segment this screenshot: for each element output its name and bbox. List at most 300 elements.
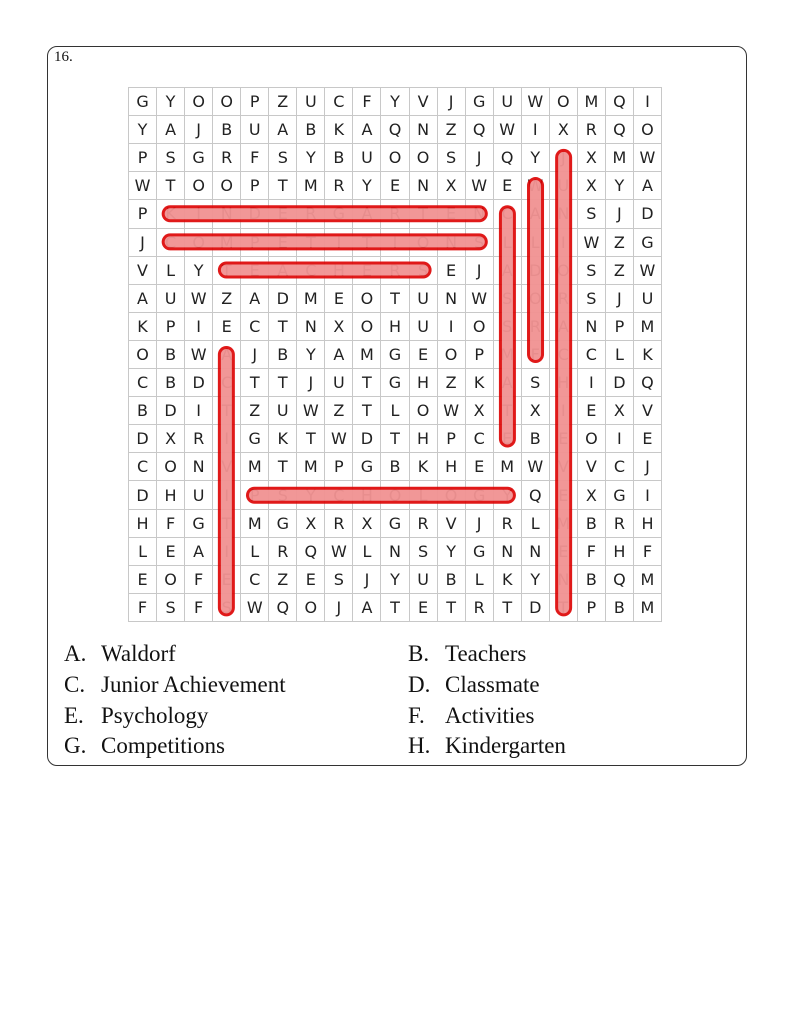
grid-cell: O [353, 285, 381, 313]
grid-cell: F [634, 538, 662, 566]
word-entry-h [408, 733, 758, 759]
grid-cell: E [550, 425, 578, 453]
grid-cell: V [550, 453, 578, 481]
grid-cell: S [157, 144, 185, 172]
grid-cell: W [634, 144, 662, 172]
grid-cell: H [381, 313, 409, 341]
grid-cell: S [410, 538, 438, 566]
grid-cell: M [297, 453, 325, 481]
grid-cell: T [269, 453, 297, 481]
grid-cell: X [297, 510, 325, 538]
grid-cell: L [410, 481, 438, 509]
grid-cell: U [297, 88, 325, 116]
grid-cell: X [578, 144, 606, 172]
grid-cell: O [438, 341, 466, 369]
grid-cell: Z [241, 397, 269, 425]
grid-cell: C [550, 341, 578, 369]
grid-cell: T [353, 397, 381, 425]
grid-cell: Q [297, 538, 325, 566]
grid-cell: A [634, 172, 662, 200]
grid-cell: M [353, 341, 381, 369]
grid-cell: Q [606, 116, 634, 144]
word-entry-c [64, 672, 414, 698]
grid-cell: H [606, 538, 634, 566]
grid-cell: D [353, 425, 381, 453]
grid-cell: Y [522, 144, 550, 172]
grid-cell: A [185, 538, 213, 566]
grid-cell: E [410, 594, 438, 622]
grid-cell: L [353, 538, 381, 566]
grid-cell: O [297, 594, 325, 622]
grid-cell: P [438, 425, 466, 453]
grid-cell: J [606, 200, 634, 228]
grid-cell: X [466, 397, 494, 425]
grid-cell: W [522, 172, 550, 200]
grid-cell: J [185, 116, 213, 144]
word-letter: G. [64, 733, 87, 758]
grid-cell: R [185, 425, 213, 453]
grid-cell: E [466, 453, 494, 481]
grid-cell: D [269, 285, 297, 313]
grid-cell: M [494, 341, 522, 369]
grid-cell: S [578, 257, 606, 285]
grid-cell: R [325, 510, 353, 538]
grid-cell: C [129, 453, 157, 481]
word-entry-f [408, 703, 758, 729]
grid-cell: A [241, 285, 269, 313]
grid-cell: O [353, 313, 381, 341]
grid-cell: S [578, 285, 606, 313]
grid-cell: P [129, 200, 157, 228]
grid-cell: P [466, 341, 494, 369]
grid-cell: N [522, 538, 550, 566]
grid-cell: A [522, 200, 550, 228]
grid-cell: W [325, 425, 353, 453]
grid-cell: S [325, 566, 353, 594]
grid-cell: A [550, 313, 578, 341]
grid-cell: O [213, 88, 241, 116]
grid-cell: V [634, 397, 662, 425]
grid-cell: M [241, 510, 269, 538]
grid-cell: B [129, 397, 157, 425]
grid-cell: D [129, 481, 157, 509]
grid-cell: A [494, 257, 522, 285]
grid-cell: X [578, 481, 606, 509]
grid-cell: Y [297, 144, 325, 172]
grid-cell: A [269, 257, 297, 285]
grid-cell: R [606, 510, 634, 538]
grid-cell: E [353, 257, 381, 285]
grid-cell: N [438, 285, 466, 313]
grid-cell: F [185, 594, 213, 622]
grid-cell: R [269, 538, 297, 566]
grid-cell: R [494, 510, 522, 538]
grid-cell: N [550, 566, 578, 594]
grid-cell: W [438, 397, 466, 425]
grid-cell: E [550, 538, 578, 566]
word-letter: F. [408, 703, 425, 728]
word-letter: B. [408, 641, 430, 666]
grid-cell: S [157, 594, 185, 622]
grid-cell: N [550, 200, 578, 228]
grid-cell: Y [381, 88, 409, 116]
grid-cell: N [466, 200, 494, 228]
grid-cell: V [129, 257, 157, 285]
grid-cell: R [410, 510, 438, 538]
grid-cell: D [185, 369, 213, 397]
grid-cell: Y [185, 257, 213, 285]
grid-cell: I [550, 397, 578, 425]
word-text: Activities [445, 703, 535, 728]
grid-cell: J [129, 229, 157, 257]
word-text: Waldorf [101, 641, 176, 666]
grid-cell: F [578, 538, 606, 566]
grid-cell: Y [438, 538, 466, 566]
grid-cell: J [466, 144, 494, 172]
grid-cell: X [438, 172, 466, 200]
grid-cell: O [157, 453, 185, 481]
grid-cell: I [213, 481, 241, 509]
word-entry-d [408, 672, 758, 698]
grid-cell: Y [522, 566, 550, 594]
grid-cell: O [466, 313, 494, 341]
grid-cell: O [185, 88, 213, 116]
word-text: Kindergarten [445, 733, 566, 758]
grid-cell: S [269, 144, 297, 172]
grid-cell: H [634, 510, 662, 538]
grid-cell: L [381, 397, 409, 425]
grid-cell: A [157, 116, 185, 144]
grid-cell: O [550, 257, 578, 285]
grid-cell: Z [213, 285, 241, 313]
grid-cell: B [381, 453, 409, 481]
grid-cell: N [297, 313, 325, 341]
grid-cell: G [185, 510, 213, 538]
grid-cell: J [466, 257, 494, 285]
grid-cell: T [297, 425, 325, 453]
grid-cell: I [606, 425, 634, 453]
grid-cell: J [634, 453, 662, 481]
grid-cell: B [269, 341, 297, 369]
grid-cell: X [550, 116, 578, 144]
grid-cell: T [494, 594, 522, 622]
grid-cell: U [185, 481, 213, 509]
grid-cell: B [522, 425, 550, 453]
grid-cell: R [550, 285, 578, 313]
grid-cell: M [634, 594, 662, 622]
grid-cell: I [634, 481, 662, 509]
grid-cell: P [157, 313, 185, 341]
grid-cell: F [522, 341, 550, 369]
grid-cell: I [325, 229, 353, 257]
grid-cell: R [578, 116, 606, 144]
grid-cell: U [325, 369, 353, 397]
grid-cell: J [606, 285, 634, 313]
grid-cell: G [466, 538, 494, 566]
grid-cell: G [241, 425, 269, 453]
grid-cell: K [325, 116, 353, 144]
grid-cell: J [438, 88, 466, 116]
grid-cell: P [578, 594, 606, 622]
grid-cell: C [325, 481, 353, 509]
grid-cell: U [494, 88, 522, 116]
grid-cell: O [381, 144, 409, 172]
word-entry-g [64, 733, 414, 759]
grid-cell: Z [438, 369, 466, 397]
grid-cell: O [550, 88, 578, 116]
grid-cell: S [213, 594, 241, 622]
grid-cell: Y [494, 481, 522, 509]
grid-cell: Z [269, 566, 297, 594]
grid-cell: B [578, 566, 606, 594]
grid-cell: M [634, 313, 662, 341]
grid-cell: D [522, 257, 550, 285]
grid-cell: N [438, 229, 466, 257]
grid-cell: F [353, 88, 381, 116]
word-letter: A. [64, 641, 87, 666]
grid-cell: W [185, 285, 213, 313]
grid-cell: K [157, 200, 185, 228]
grid-cell: Q [466, 116, 494, 144]
grid-cell: M [213, 229, 241, 257]
grid-cell: C [297, 257, 325, 285]
grid-cell: I [578, 369, 606, 397]
grid-cell: O [157, 566, 185, 594]
grid-cell: W [241, 594, 269, 622]
grid-cell: D [606, 369, 634, 397]
grid-cell: T [353, 229, 381, 257]
grid-cell: K [269, 425, 297, 453]
grid-cell: B [438, 566, 466, 594]
grid-cell: T [213, 397, 241, 425]
grid-cell: X [522, 397, 550, 425]
grid-cell: X [578, 172, 606, 200]
grid-cell: E [325, 285, 353, 313]
grid-cell: O [129, 341, 157, 369]
grid-cell: Z [606, 229, 634, 257]
grid-cell: E [269, 229, 297, 257]
grid-cell: W [466, 285, 494, 313]
grid-cell: D [241, 200, 269, 228]
grid-cell: A [213, 341, 241, 369]
grid-cell: G [185, 144, 213, 172]
grid-cell: H [410, 425, 438, 453]
grid-cell: O [185, 229, 213, 257]
grid-cell: C [213, 369, 241, 397]
grid-cell: R [325, 172, 353, 200]
grid-cell: N [410, 172, 438, 200]
grid-cell: W [578, 229, 606, 257]
grid-cell: E [241, 257, 269, 285]
grid-cell: M [634, 566, 662, 594]
grid-cell: M [550, 510, 578, 538]
grid-cell: D [522, 594, 550, 622]
grid-cell: H [353, 481, 381, 509]
grid-cell: U [410, 566, 438, 594]
word-letter: H. [408, 733, 431, 758]
grid-cell: J [241, 341, 269, 369]
grid-cell: E [494, 172, 522, 200]
grid-cell: O [578, 425, 606, 453]
grid-cell: W [522, 88, 550, 116]
grid-cell: B [325, 144, 353, 172]
grid-cell: N [494, 538, 522, 566]
grid-cell: E [438, 257, 466, 285]
grid-cell: W [634, 257, 662, 285]
grid-cell: V [438, 510, 466, 538]
grid-cell: T [381, 285, 409, 313]
grid-cell: E [129, 566, 157, 594]
grid-cell: K [634, 341, 662, 369]
grid-cell: G [466, 88, 494, 116]
grid-cell: A [353, 200, 381, 228]
grid-cell: X [606, 397, 634, 425]
grid-cell: B [297, 116, 325, 144]
grid-cell: A [269, 116, 297, 144]
word-entry-a [64, 641, 414, 667]
grid-cell: J [353, 566, 381, 594]
grid-cell: S [522, 369, 550, 397]
grid-cell: L [241, 538, 269, 566]
grid-cell: L [522, 510, 550, 538]
grid-cell: C [241, 313, 269, 341]
grid-cell: X [157, 425, 185, 453]
grid-cell: G [634, 229, 662, 257]
grid-cell: A [353, 116, 381, 144]
grid-cell: R [466, 594, 494, 622]
grid-cell: W [522, 453, 550, 481]
grid-cell: I [185, 397, 213, 425]
grid-cell: N [578, 313, 606, 341]
grid-cell: R [381, 200, 409, 228]
grid-cell: L [494, 229, 522, 257]
grid-cell: U [241, 116, 269, 144]
grid-cell: E [297, 566, 325, 594]
grid-cell: G [269, 510, 297, 538]
grid-cell: C [606, 453, 634, 481]
grid-cell: E [634, 425, 662, 453]
grid-cell: I [522, 116, 550, 144]
grid-cell: U [269, 397, 297, 425]
grid-cell: I [381, 229, 409, 257]
grid-cell: T [410, 200, 438, 228]
grid-cell: F [185, 566, 213, 594]
grid-cell: E [578, 397, 606, 425]
grid-cell: N [185, 453, 213, 481]
grid-cell: P [129, 144, 157, 172]
word-text: Classmate [445, 672, 540, 697]
grid-cell: T [550, 594, 578, 622]
grid-cell: B [157, 369, 185, 397]
grid-cell: H [550, 369, 578, 397]
grid-cell: Q [522, 481, 550, 509]
grid-cell: O [522, 285, 550, 313]
grid-cell: A [129, 285, 157, 313]
grid-cell: T [494, 397, 522, 425]
grid-cell: C [325, 88, 353, 116]
grid-cell: B [157, 341, 185, 369]
grid-cell: Z [325, 397, 353, 425]
grid-cell: B [578, 510, 606, 538]
word-text: Junior Achievement [101, 672, 286, 697]
grid-cell: A [353, 594, 381, 622]
grid-cell: C [241, 566, 269, 594]
grid-cell: Y [297, 481, 325, 509]
grid-cell: U [410, 285, 438, 313]
grid-cell: M [297, 285, 325, 313]
grid-cell: M [578, 88, 606, 116]
grid-cell: G [381, 341, 409, 369]
grid-cell: V [410, 88, 438, 116]
grid-cell: I [213, 425, 241, 453]
grid-cell: C [578, 341, 606, 369]
grid-cell: Y [353, 172, 381, 200]
grid-cell: V [578, 453, 606, 481]
grid-cell: W [325, 538, 353, 566]
grid-cell: T [213, 257, 241, 285]
grid-cell: I [213, 538, 241, 566]
grid-cell: U [353, 144, 381, 172]
grid-cell: Y [381, 566, 409, 594]
grid-cell: W [185, 341, 213, 369]
grid-cell: Q [269, 594, 297, 622]
grid-cell: G [325, 200, 353, 228]
grid-cell: S [494, 313, 522, 341]
grid-cell: F [241, 144, 269, 172]
grid-cell: I [634, 88, 662, 116]
grid-cell: D [157, 397, 185, 425]
grid-cell: S [438, 144, 466, 172]
grid-cell: E [213, 313, 241, 341]
puzzle-number: 16. [54, 49, 73, 65]
grid-cell: W [466, 172, 494, 200]
grid-cell: S [466, 229, 494, 257]
grid-cell: S [269, 481, 297, 509]
grid-cell: S [494, 285, 522, 313]
grid-cell: L [466, 566, 494, 594]
grid-cell: U [550, 172, 578, 200]
grid-cell: M [297, 172, 325, 200]
grid-cell: E [438, 200, 466, 228]
grid-cell: G [606, 481, 634, 509]
grid-cell: H [438, 453, 466, 481]
grid-cell: G [353, 453, 381, 481]
grid-cell: T [157, 172, 185, 200]
grid-cell: I [438, 313, 466, 341]
grid-cell: R [297, 200, 325, 228]
grid-cell: T [438, 594, 466, 622]
grid-cell: R [522, 313, 550, 341]
grid-cell: F [129, 594, 157, 622]
grid-cell: Q [634, 369, 662, 397]
grid-cell: W [494, 116, 522, 144]
grid-cell: Y [606, 172, 634, 200]
grid-cell: E [269, 200, 297, 228]
word-text: Psychology [101, 703, 209, 728]
grid-cell: W [297, 397, 325, 425]
grid-cell: Z [606, 257, 634, 285]
grid-cell: G [381, 369, 409, 397]
grid-cell: O [438, 481, 466, 509]
grid-cell: C [157, 229, 185, 257]
grid-cell: M [241, 453, 269, 481]
word-entry-e [64, 703, 414, 729]
grid-cell: G [466, 481, 494, 509]
grid-cell: J [325, 594, 353, 622]
grid-cell: F [157, 510, 185, 538]
word-letter: C. [64, 672, 86, 697]
grid-cell: H [325, 257, 353, 285]
